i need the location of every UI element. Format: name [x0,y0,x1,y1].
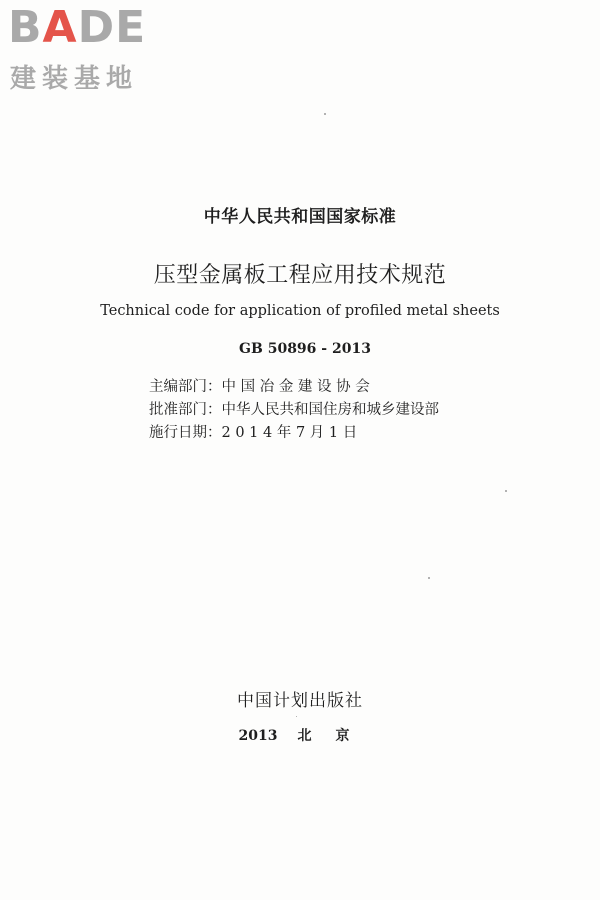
title-english: Technical code for application of profiled metal sheets [100,303,500,319]
publish-year: 2013 [238,728,278,744]
scan-speck [296,716,297,717]
scan-speck [324,113,326,115]
bade-logo [8,2,178,94]
info-label: 主编部门： [149,379,222,395]
info-label: 施行日期： [149,425,222,441]
logo-subtitle: 建装基地 [10,64,139,94]
info-value: 2 0 1 4 年 7 月 1 日 [221,425,358,441]
scan-speck [428,577,430,579]
info-row-editor [149,376,439,399]
year-city [0,725,594,745]
logo-wordmark: BADE [8,2,147,53]
scan-speck [505,490,507,492]
city-char-1: 北 [297,728,312,744]
info-row-effective-date [149,422,439,445]
info-row-approver [149,399,439,422]
info-value: 中华人民共和国住房和城乡建设部 [221,402,439,418]
city-char-2: 京 [335,728,350,744]
publisher-name: 中国计划出版社 [237,691,363,711]
info-value: 中 国 冶 金 建 设 协 会 [221,379,370,395]
national-standard-heading: 中华人民共和国国家标准 [203,207,397,227]
info-block [149,376,439,445]
standard-code: GB 50896 - 2013 [239,341,371,357]
title-chinese: 压型金属板工程应用技术规范 [153,263,447,288]
info-label: 批准部门： [149,402,222,418]
